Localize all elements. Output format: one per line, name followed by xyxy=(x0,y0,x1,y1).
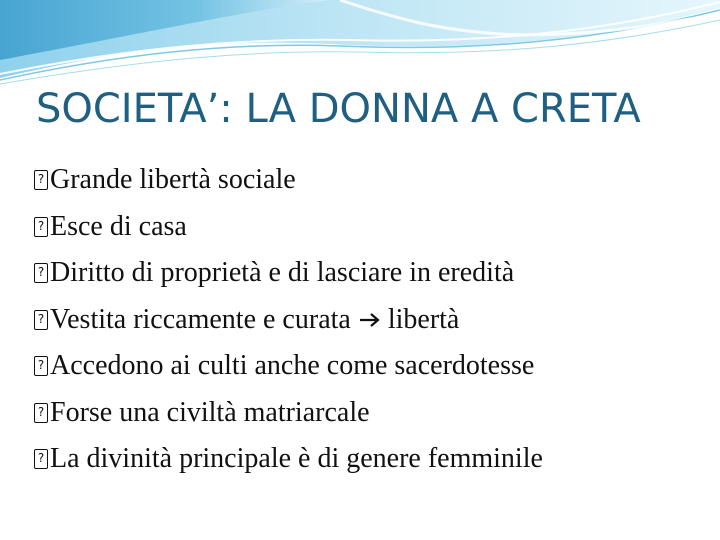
bullet-text: Forse una civiltà matriarcale xyxy=(50,396,370,428)
bullet-marker-icon: ? xyxy=(34,356,48,376)
bullet-text-after-arrow: libertà xyxy=(387,303,460,335)
bullet-item xyxy=(34,157,704,204)
bullet-text: Diritto di proprietà e di lasciare in eredità xyxy=(50,257,515,289)
bullet-item xyxy=(34,297,704,344)
bullet-item xyxy=(34,390,704,437)
bullet-item xyxy=(34,250,704,297)
bullet-text: Grande libertà sociale xyxy=(50,164,296,196)
bullet-marker-icon: ? xyxy=(34,310,48,330)
bullet-marker-icon: ? xyxy=(34,263,48,283)
bullet-item xyxy=(34,204,704,251)
wave-header-decoration xyxy=(0,0,720,90)
bullet-item xyxy=(34,436,704,483)
bullet-marker-icon: ? xyxy=(34,217,48,237)
slide-title: SOCIETA’: LA DONNA A CRETA xyxy=(36,86,641,132)
bullet-marker-icon: ? xyxy=(34,403,48,423)
bullet-list xyxy=(34,157,704,483)
bullet-text: Vestita riccamente e curata xyxy=(50,303,351,335)
bullet-text: Accedono ai culti anche come sacerdotesse xyxy=(50,350,535,382)
bullet-text: Esce di casa xyxy=(50,210,187,242)
right-arrow-icon xyxy=(359,312,381,328)
bullet-item xyxy=(34,343,704,390)
bullet-text: La divinità principale è di genere femminile xyxy=(50,443,543,475)
bullet-marker-icon: ? xyxy=(34,170,48,190)
bullet-marker-icon: ? xyxy=(34,449,48,469)
